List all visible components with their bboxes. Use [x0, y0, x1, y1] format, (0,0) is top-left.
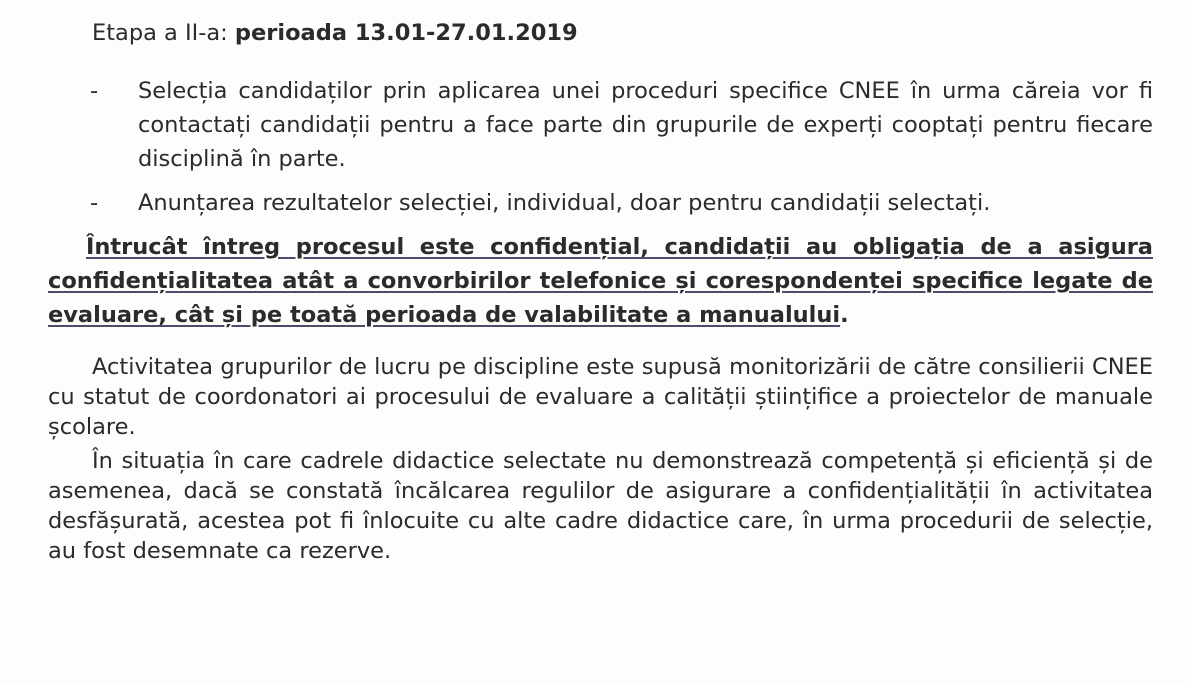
stage-period: perioada 13.01-27.01.2019 [234, 20, 578, 46]
list-item-text: Anunțarea rezultatelor selecției, individual, doar pentru candidații selectați. [138, 190, 991, 216]
notice-period: . [840, 302, 849, 328]
confidentiality-notice [48, 230, 1153, 332]
paragraph-replacement: În situația în care cadrele didactice selectate nu demonstrează competență și eficiență și de asemenea, dacă se constată încălcarea regulilor de asigurare a confidențialității în activitatea desfășurată, acestea pot fi înlocuite cu alte cadre didactice care, în urma procedurii de selecție, au fost desemnate ca rezerve. [48, 448, 1153, 564]
step-list [48, 74, 1153, 220]
dash-bullet: - [90, 78, 99, 104]
notice-text: Întrucât întreg procesul este confidențial, candidații au obligația de a asigura confidențialitatea atât a convorbirilor telefonice și corespondenței specifice legate de evaluare, cât și pe toată perioada de valabilitate a manualului [48, 234, 1153, 328]
list-item [48, 74, 1153, 176]
dash-bullet: - [90, 190, 99, 216]
paragraph-monitoring: Activitatea grupurilor de lucru pe discipline este supusă monitorizării de către consilierii CNEE cu statut de coordonatori ai procesului de evaluare a calității științifice a proiectelor de manuale școlare. [48, 354, 1153, 440]
list-item [48, 186, 1153, 220]
stage-label: Etapa a II-a: [92, 20, 228, 46]
list-item-text: Selecția candidaților prin aplicarea unei proceduri specifice CNEE în urma căreia vor fi contactați candidații pentru a face parte din grupurile de experți cooptați pentru fiecare disciplină în parte. [138, 78, 1153, 172]
document-page [48, 10, 1153, 566]
stage-heading [92, 10, 1153, 56]
